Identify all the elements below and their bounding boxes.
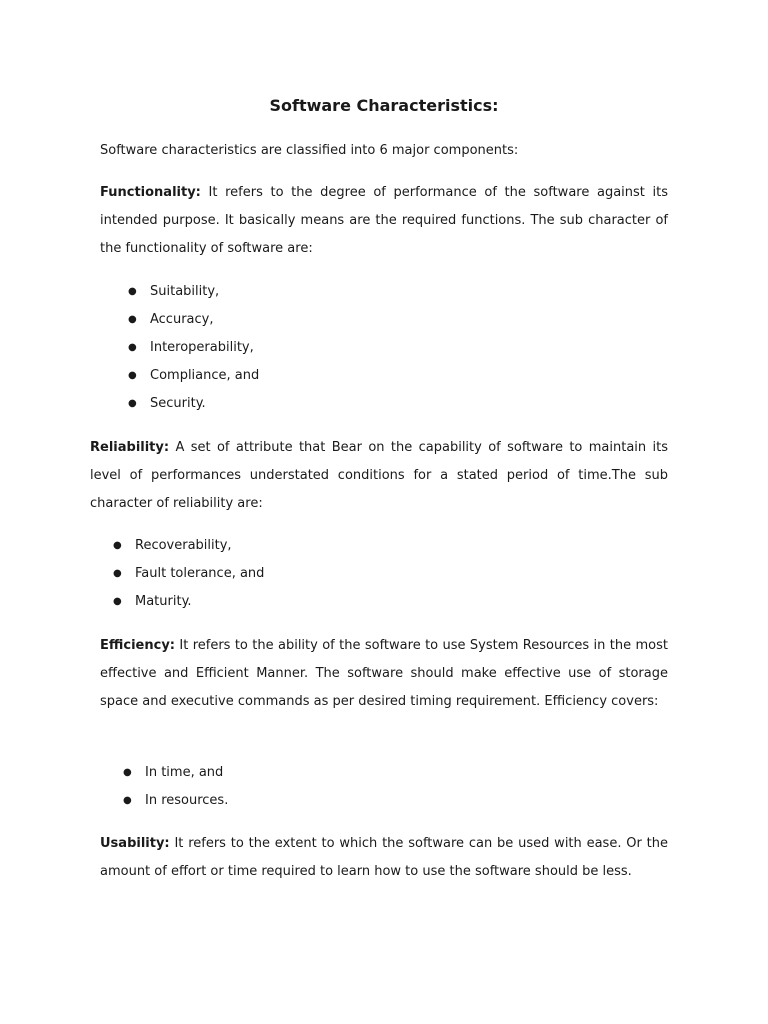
reliability-heading: Reliability: <box>90 440 170 455</box>
list-item <box>128 362 260 390</box>
list-item <box>128 334 259 362</box>
list-item <box>123 787 229 815</box>
reliability-paragraph <box>90 434 668 518</box>
list-item-text: In time, and <box>145 765 224 780</box>
list-item <box>128 390 259 418</box>
list-item-text: Recoverability, <box>135 538 232 553</box>
list-item-text: Maturity. <box>135 594 192 609</box>
list-item-text: Accuracy, <box>150 312 214 327</box>
functionality-text: It refers to the degree of performance of the software against its intended purpose. It basically means are the required functions. The sub character of the functionality of software are: <box>100 185 668 256</box>
efficiency-list <box>123 759 229 815</box>
bullet-icon: ● <box>128 286 137 297</box>
usability-paragraph <box>100 830 668 886</box>
usability-text: It refers to the extent to which the software can be used with ease. Or the amount of effort or time required to learn how to use the software should be less. <box>100 836 668 879</box>
list-item <box>128 278 259 306</box>
efficiency-text: It refers to the ability of the software to use System Resources in the most effective and Efficient Manner. The software should make effective use of storage space and executive commands as per desired timing requirement. Efficiency covers: <box>100 638 668 709</box>
list-item-text: Suitability, <box>150 284 220 299</box>
list-item-text: Interoperability, <box>150 340 254 355</box>
bullet-icon: ● <box>113 568 122 579</box>
list-item <box>128 306 259 334</box>
functionality-list <box>128 278 260 418</box>
list-item-text: Compliance, and <box>150 368 260 383</box>
bullet-icon: ● <box>128 342 137 353</box>
list-item-text: Security. <box>150 396 206 411</box>
efficiency-heading: Efficiency: <box>100 638 175 653</box>
functionality-heading: Functionality: <box>100 185 201 200</box>
list-item <box>113 588 264 616</box>
bullet-icon: ● <box>123 767 132 778</box>
page-title: Software Characteristics: <box>269 96 499 115</box>
reliability-text: A set of attribute that Bear on the capability of software to maintain its level of performances understated conditions for a stated period of time.The sub character of reliability are: <box>90 440 668 511</box>
bullet-icon: ● <box>128 398 137 409</box>
functionality-paragraph <box>100 179 668 263</box>
bullet-icon: ● <box>113 540 122 551</box>
bullet-icon: ● <box>123 795 132 806</box>
bullet-icon: ● <box>128 314 137 325</box>
reliability-list <box>113 532 265 616</box>
efficiency-paragraph <box>100 632 668 716</box>
bullet-icon: ● <box>128 370 137 381</box>
list-item <box>113 560 265 588</box>
list-item <box>113 532 264 560</box>
list-item <box>123 759 228 787</box>
list-item-text: Fault tolerance, and <box>135 566 265 581</box>
usability-heading: Usability: <box>100 836 170 851</box>
list-item-text: In resources. <box>145 793 229 808</box>
bullet-icon: ● <box>113 596 122 607</box>
intro-paragraph: Software characteristics are classified into 6 major components: <box>100 143 519 158</box>
